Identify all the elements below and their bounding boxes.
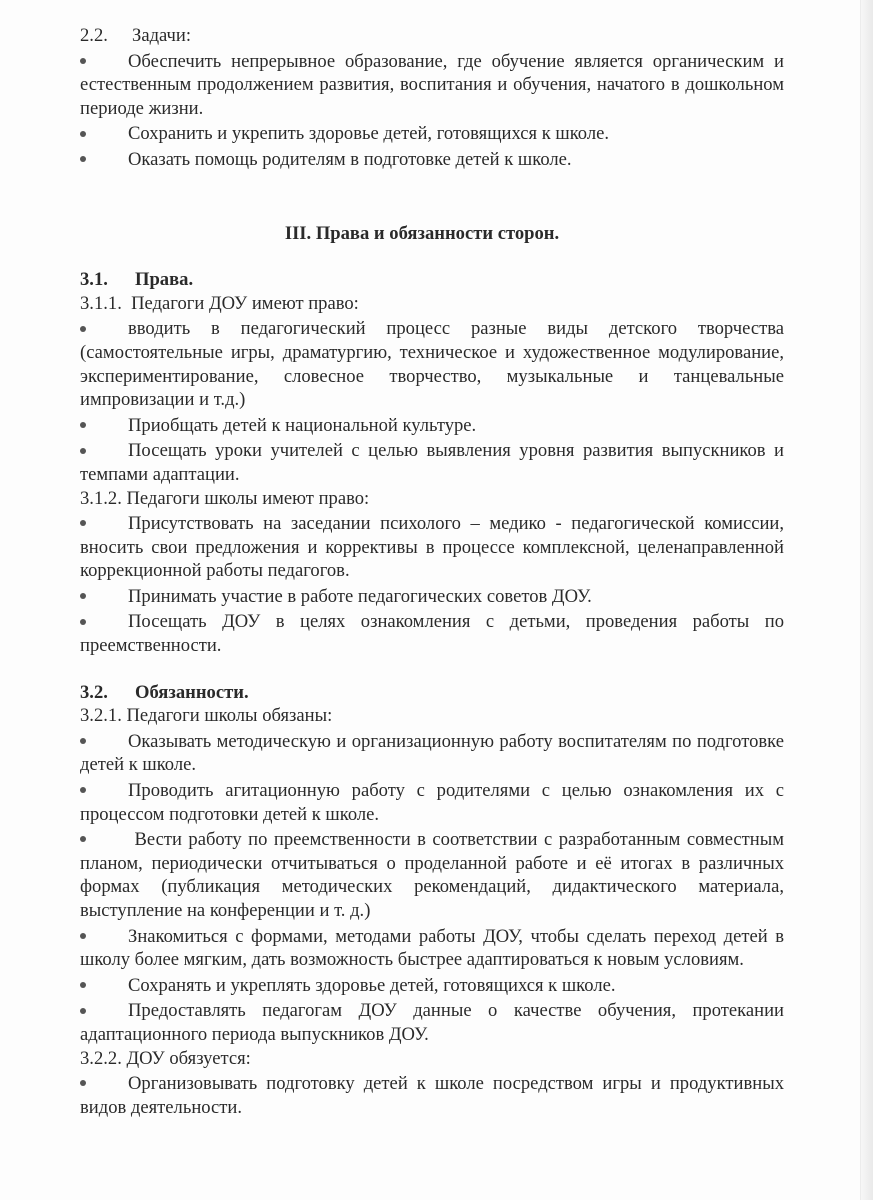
page-edge-shadow bbox=[860, 0, 873, 1200]
bullet-icon bbox=[80, 982, 86, 988]
list-item: Проводить агитационную работу с родителями с целью ознакомления их с процессом подготовки детей к школе. bbox=[80, 780, 784, 825]
list-item: Знакомиться с формами, методами работы ДОУ, чтобы сделать переход детей в школу более мягким, дать возможность быстрее адаптироваться к новым условиям. bbox=[80, 925, 784, 971]
bullet-icon bbox=[80, 933, 86, 939]
subsection-3-1-1-label: 3.1.1. Педагоги ДОУ имеют право: bbox=[80, 292, 359, 314]
list-item: Оказать помощь родителям в подготовке детей к школе. bbox=[80, 146, 784, 172]
bullet-icon bbox=[80, 1080, 86, 1086]
subsection-3-2-2-label: 3.2.2. ДОУ обязуется: bbox=[80, 1047, 251, 1069]
list-item: Посещать ДОУ в целях ознакомления с детьми, проведения работы по преемственности. bbox=[80, 611, 784, 657]
section-3-2-heading bbox=[80, 681, 784, 705]
list-item: Посещать уроки учителей с целью выявления уровня развития выпускников и темпами адаптации. bbox=[80, 440, 784, 485]
section-2-2-heading bbox=[80, 24, 784, 48]
list-item: Сохранить и укрепить здоровье детей, готовящихся к школе. bbox=[80, 120, 784, 146]
list-item: Вести работу по преемственности в соответствии с разработанным совместным планом, периодически отчитываться о проделанной работе и её итогах в различных формах (публикация методических рекомендаций, дидактического материала, выступление на конференции и т. д.) bbox=[80, 829, 784, 921]
section-title: Права. bbox=[135, 269, 194, 291]
bullet-icon bbox=[80, 131, 86, 137]
bullet-icon bbox=[80, 422, 86, 428]
subsection-3-2-1-label: 3.2.1. Педагоги школы обязаны: bbox=[80, 705, 333, 727]
list-item: Принимать участие в работе педагогических советов ДОУ. bbox=[80, 583, 784, 609]
bullet-icon bbox=[80, 593, 86, 599]
section-number: 3.1. bbox=[80, 269, 108, 291]
list-item: Организовывать подготовку детей к школе посредством игры и продуктивных видов деятельности. bbox=[80, 1073, 784, 1118]
bullet-icon bbox=[80, 619, 86, 625]
bullet-icon bbox=[80, 520, 86, 526]
list-item: Оказывать методическую и организационную работу воспитателям по подготовке детей к школе. bbox=[80, 730, 784, 776]
list-item: Обеспечить непрерывное образование, где обучение является органическим и естественным продолжением развития, воспитания и обучения, начатого в дошкольном периоде жизни. bbox=[80, 50, 784, 119]
section-title: Задачи: bbox=[132, 25, 192, 46]
list-item: Предоставлять педагогам ДОУ данные о качестве обучения, протекании адаптационного периода выпускников ДОУ. bbox=[80, 1000, 784, 1045]
list-item: Присутствовать на заседании психолого – медико - педагогической комиссии, вносить свои предложения и коррективы в процессе комплексной, целенаправленной коррекционной работы педагогов. bbox=[80, 513, 784, 582]
section-number: 2.2. bbox=[80, 25, 108, 46]
section-number: 3.2. bbox=[80, 681, 108, 703]
section-title: Обязанности. bbox=[135, 681, 249, 703]
bullet-icon bbox=[80, 156, 86, 162]
subsection-3-1-2-label: 3.1.2. Педагоги школы имеют право: bbox=[80, 487, 370, 509]
bullet-icon bbox=[80, 836, 86, 842]
list-item: Сохранять и укреплять здоровье детей, готовящихся к школе. bbox=[80, 972, 784, 998]
section-3-1-heading bbox=[80, 268, 784, 292]
list-item: вводить в педагогический процесс разные виды детского творчества (самостоятельные игры, драматургию, техническое и художественное модулирование, экспериментирование, словесное творчество, музыкальные и танцевальные импровизации и т.д.) bbox=[80, 318, 784, 411]
bullet-icon bbox=[80, 787, 86, 793]
spacer bbox=[80, 658, 784, 681]
bullet-icon bbox=[80, 738, 86, 744]
document-body bbox=[80, 24, 784, 1119]
bullet-icon bbox=[80, 1008, 86, 1014]
bullet-icon bbox=[80, 58, 86, 64]
section-3-title: III. Права и обязанности сторон. bbox=[284, 222, 560, 244]
bullet-icon bbox=[80, 326, 86, 332]
list-item: Приобщать детей к национальной культуре. bbox=[80, 412, 784, 438]
bullet-icon bbox=[80, 448, 86, 454]
